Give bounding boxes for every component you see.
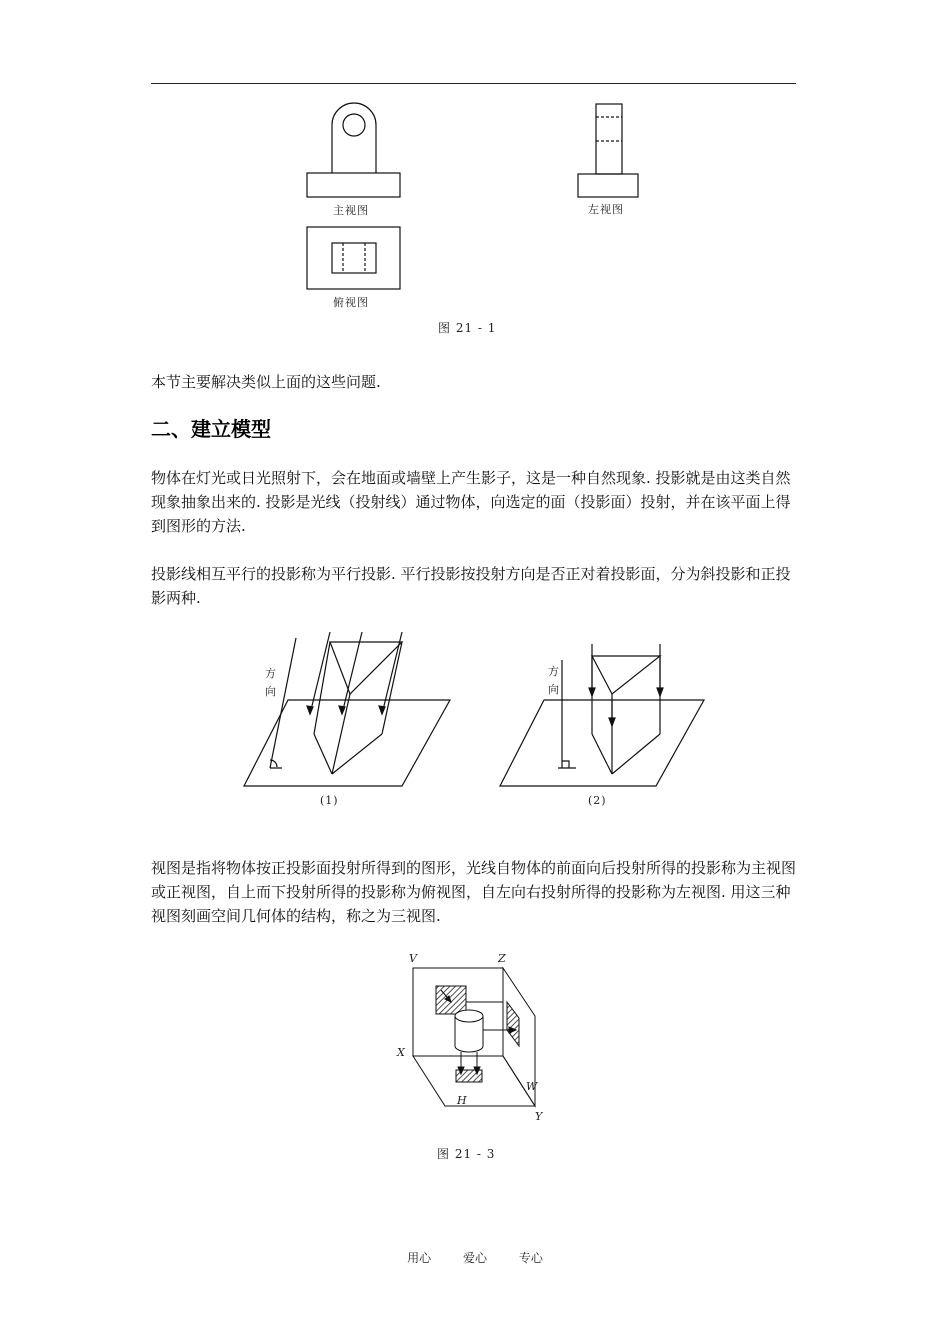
oblique-projection-drawing — [244, 632, 450, 786]
axis-label-h: H — [457, 1094, 468, 1107]
projection-label-1: (1) — [320, 794, 339, 807]
projection-label-2: (2) — [588, 794, 607, 807]
page-footer — [0, 1249, 950, 1266]
left-view-label: 左视图 — [588, 203, 624, 216]
footer-part-3: 专心 — [518, 1251, 543, 1265]
intro-sentence: 本节主要解决类似上面的这些问题. — [151, 373, 381, 391]
axis-label-w: W — [526, 1080, 539, 1093]
section-heading: 二、建立模型 — [151, 417, 271, 441]
figure-21-3 — [395, 950, 555, 1165]
paragraph-2: 投影线相互平行的投影称为平行投影. 平行投影按投射方向是否正对着投影面，分为斜投影和正投影两种. — [151, 565, 791, 607]
direction-label-1b: 向 — [265, 685, 277, 698]
paragraph-1: 物体在灯光或日光照射下，会在地面或墙壁上产生影子，这是一种自然现象. 投影就是由这类自然现象抽象出来的. 投影是光线（投射线）通过物体，向选定的面（投影面）投射，并在该平面上得到图形的方法. — [151, 469, 791, 535]
three-planes-drawing — [395, 950, 555, 1130]
footer-part-1: 用心 — [407, 1251, 432, 1265]
paragraph-3: 视图是指将物体按正投影面投射所得到的图形，光线自物体的前面向后投射所得的投影称为主视图或正视图，自上而下投射所得的投影称为俯视图，自左向右投射所得的投影称为左视图. 用这三种视图刻画空间几何体的结构，称之为三视图. — [151, 859, 797, 925]
axis-label-x: X — [397, 1046, 406, 1059]
direction-label-1a: 方 — [265, 667, 277, 680]
projection-drawing — [240, 630, 720, 820]
footer-part-2: 爱心 — [462, 1251, 487, 1265]
front-view-drawing — [307, 103, 400, 197]
top-view-drawing — [307, 227, 400, 289]
orthographic-projection-drawing — [500, 644, 704, 786]
left-view-drawing — [578, 104, 638, 197]
top-view-label: 俯视图 — [333, 296, 369, 309]
axis-label-z: Z — [498, 952, 507, 965]
header-rule — [151, 83, 796, 84]
figure-21-1 — [290, 95, 660, 340]
figure-21-3-caption: 图 21 - 3 — [437, 1147, 496, 1161]
axis-label-v: V — [409, 952, 418, 965]
direction-label-2a: 方 — [548, 665, 560, 678]
front-view-label: 主视图 — [333, 204, 369, 217]
projection-figure — [240, 630, 720, 820]
axis-label-y: Y — [535, 1110, 544, 1123]
figure-21-1-caption: 图 21 - 1 — [438, 321, 497, 335]
direction-label-2b: 向 — [548, 683, 560, 696]
